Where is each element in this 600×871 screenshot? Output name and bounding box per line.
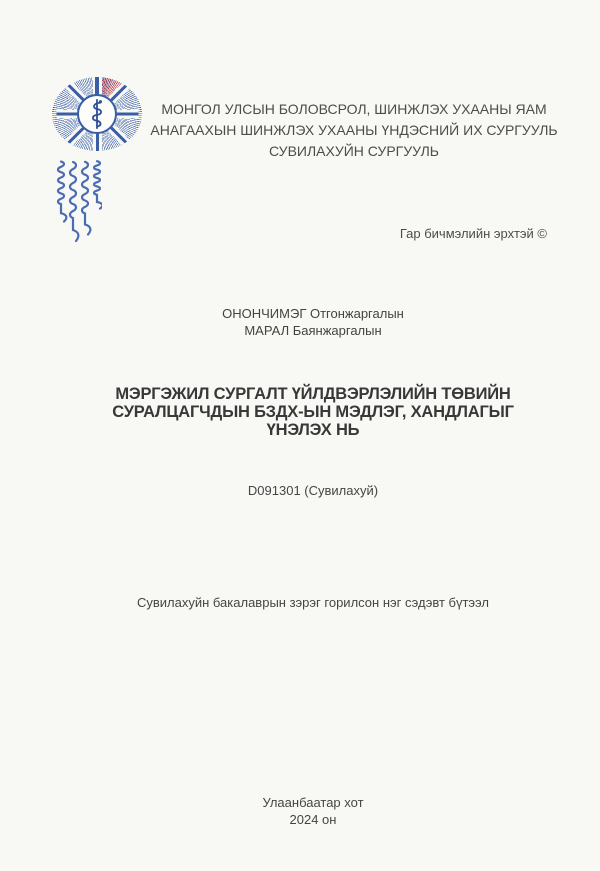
- footer-city: Улаанбаатар хот: [262, 795, 364, 810]
- school-line: СУВИЛАХУЙН СУРГУУЛЬ: [269, 143, 439, 159]
- author-name: МАРАЛ Баянжаргалын: [244, 323, 382, 338]
- footer-block: [70, 794, 556, 828]
- footer-year: 2024 он: [289, 812, 337, 827]
- thesis-title-line: СУРАЛЦАГЧДЫН БЗДХ-ЫН МЭДЛЭГ, ХАНДЛАГЫГ: [112, 403, 514, 421]
- author-name: ОНОНЧИМЭГ Отгонжаргалын: [222, 306, 404, 321]
- manuscript-rights-notice: Гар бичмэлийн эрхтэй ©: [399, 226, 547, 241]
- thesis-title-line: МЭРГЭЖИЛ СУРГАЛТ ҮЙЛДВЭРЛЭЛИЙН ТӨВИЙН: [115, 385, 511, 403]
- ministry-line: МОНГОЛ УЛСЫН БОЛОВСРОЛ, ШИНЖЛЭХ УХААНЫ ЯАМ: [161, 101, 547, 117]
- authors-block: [70, 305, 556, 339]
- program-code: D091301 (Сувилахуй): [247, 483, 379, 498]
- university-line: АНАГААХЫН ШИНЖЛЭХ УХААНЫ ҮНДЭСНИЙ ИХ СУРГУУЛЬ: [150, 122, 558, 138]
- thesis-title-line: ҮНЭЛЭХ НЬ: [266, 421, 360, 439]
- content-column: [70, 0, 556, 871]
- thesis-title: [70, 385, 556, 439]
- thesis-type-statement: Сувилахуйн бакалаврын зэрэг горилсон нэг сэдэвт бүтээл: [136, 595, 489, 610]
